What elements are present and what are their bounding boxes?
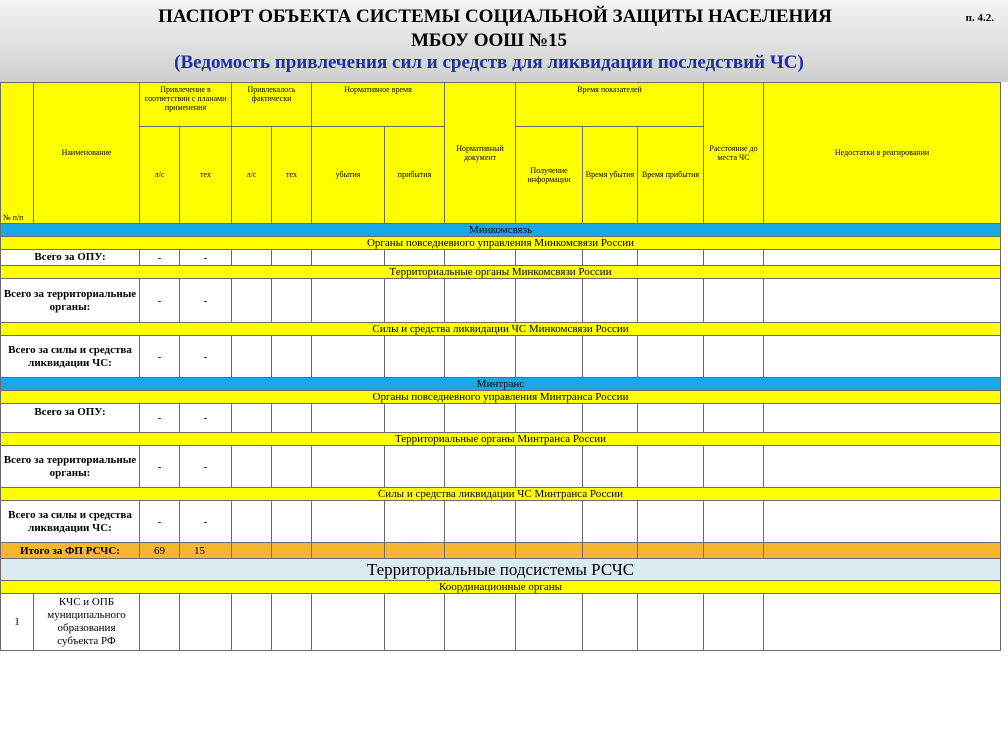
col-norm-doc-header: Нормативный документ <box>445 83 516 224</box>
cell-plan-ls: - <box>140 336 180 378</box>
col-indicator-time-header: Время показателей <box>516 83 704 127</box>
cell-plan-ls: - <box>140 501 180 543</box>
cell-empty <box>312 404 385 433</box>
col-departure-header: убытия <box>312 127 385 224</box>
col-plan-tech-header: тех <box>180 127 232 224</box>
cell-empty <box>232 446 272 488</box>
col-plan-ls-header: л/с <box>140 127 180 224</box>
col-actual-group-header: Привлекалось фактически <box>232 83 312 127</box>
cell-empty <box>704 543 764 559</box>
cell-empty <box>272 336 312 378</box>
cell-empty <box>445 279 516 323</box>
section-territorial: Территориальные подсистемы РСЧС <box>1 559 1001 581</box>
cell-empty <box>232 501 272 543</box>
row-total-forces-label: Всего за силы и средства ликвидации ЧС: <box>1 501 140 543</box>
cell-empty <box>516 501 583 543</box>
section-mincom-opu: Органы повседневного управления Минкомсвязи России <box>1 237 1001 250</box>
cell-empty <box>272 446 312 488</box>
cell-empty <box>312 501 385 543</box>
row-itogo-label: Итого за ФП РСЧС: <box>1 543 140 559</box>
cell-empty <box>272 404 312 433</box>
section-coord: Координационные органы <box>1 581 1001 594</box>
cell-empty <box>385 501 445 543</box>
cell-empty <box>232 404 272 433</box>
cell-empty <box>385 336 445 378</box>
row-total-forces-label: Всего за силы и средства ликвидации ЧС: <box>1 336 140 378</box>
cell-empty <box>232 336 272 378</box>
row-total-terr-label: Всего за территориальные органы: <box>1 446 140 488</box>
cell-empty <box>312 250 385 266</box>
cell-plan-tech: - <box>180 404 232 433</box>
cell-empty <box>704 336 764 378</box>
cell-empty <box>764 279 1001 323</box>
cell-empty <box>583 404 638 433</box>
cell-empty <box>385 250 445 266</box>
cell-plan-ls: - <box>140 404 180 433</box>
cell-empty <box>312 594 385 651</box>
cell-plan-tech: - <box>180 446 232 488</box>
col-norm-time-header: Нормативное время <box>312 83 445 127</box>
col-actual-ls-header: л/с <box>232 127 272 224</box>
resources-table <box>0 82 1001 651</box>
cell-plan-ls: - <box>140 250 180 266</box>
col-flaws-header: Недостатки в реагировании <box>764 83 1001 224</box>
cell-empty <box>638 446 704 488</box>
cell-empty <box>638 336 704 378</box>
cell-empty <box>312 446 385 488</box>
cell-plan-ls: - <box>140 279 180 323</box>
row-total-opu-label: Всего за ОПУ: <box>1 404 140 433</box>
cell-plan-tech: - <box>180 336 232 378</box>
cell-plan-tech: - <box>180 279 232 323</box>
page-reference: п. 4.2. <box>965 12 994 24</box>
cell-empty <box>516 404 583 433</box>
cell-empty <box>764 336 1001 378</box>
cell-empty <box>764 594 1001 651</box>
cell-empty <box>272 594 312 651</box>
cell-empty <box>638 279 704 323</box>
cell-empty <box>583 543 638 559</box>
cell-empty <box>312 543 385 559</box>
cell-plan-ls: - <box>140 446 180 488</box>
cell-empty <box>445 501 516 543</box>
cell-empty <box>312 279 385 323</box>
cell-empty <box>764 501 1001 543</box>
col-actual-tech-header: тех <box>272 127 312 224</box>
cell-empty <box>704 250 764 266</box>
itogo-tech-value: 15 <box>180 543 232 559</box>
section-mincom: Минкомсвязь <box>1 224 1001 237</box>
cell-empty <box>516 543 583 559</box>
cell-empty <box>385 594 445 651</box>
cell-empty <box>638 543 704 559</box>
cell-empty <box>180 594 232 651</box>
cell-plan-tech: - <box>180 501 232 543</box>
cell-empty <box>704 404 764 433</box>
col-distance-header: Расстояние до места ЧС <box>704 83 764 224</box>
cell-empty <box>638 250 704 266</box>
cell-empty <box>764 250 1001 266</box>
col-arrival-header: прибытия <box>385 127 445 224</box>
page-title: ПАСПОРТ ОБЪЕКТА СИСТЕМЫ СОЦИАЛЬНОЙ ЗАЩИТЫ НАСЕЛЕНИЯ <box>158 6 832 27</box>
section-mintrans: Минтранс <box>1 378 1001 391</box>
cell-empty <box>764 446 1001 488</box>
cell-empty <box>638 501 704 543</box>
cell-empty <box>445 594 516 651</box>
section-mintrans-opu: Органы повседневного управления Минтранса России <box>1 391 1001 404</box>
page-subtitle: МБОУ ООШ №15 <box>410 30 568 51</box>
cell-empty <box>583 279 638 323</box>
cell-empty <box>272 543 312 559</box>
col-info-receive-header: Получение информации <box>516 127 583 224</box>
cell-empty <box>516 594 583 651</box>
cell-empty <box>385 279 445 323</box>
cell-empty <box>583 501 638 543</box>
cell-empty <box>232 594 272 651</box>
cell-empty <box>583 336 638 378</box>
row-name: КЧС и ОПБ муниципального образования субъекта РФ <box>34 594 140 651</box>
section-mincom-terr: Территориальные органы Минкомсвязи России <box>1 266 1001 279</box>
cell-empty <box>445 404 516 433</box>
row-total-opu-label: Всего за ОПУ: <box>1 250 140 266</box>
section-mintrans-forces: Силы и средства ликвидации ЧС Минтранса России <box>1 488 1001 501</box>
itogo-ls-value: 69 <box>140 543 180 559</box>
cell-empty <box>272 279 312 323</box>
col-arrival-time-header: Время прибытия <box>638 127 704 224</box>
cell-empty <box>704 446 764 488</box>
cell-empty <box>764 404 1001 433</box>
cell-empty <box>272 250 312 266</box>
cell-empty <box>583 250 638 266</box>
cell-empty <box>445 543 516 559</box>
cell-empty <box>638 404 704 433</box>
cell-empty <box>516 250 583 266</box>
section-mintrans-terr: Территориальные органы Минтранса России <box>1 433 1001 446</box>
cell-empty <box>140 594 180 651</box>
cell-empty <box>232 250 272 266</box>
cell-empty <box>583 446 638 488</box>
cell-empty <box>704 501 764 543</box>
cell-empty <box>445 250 516 266</box>
cell-empty <box>516 336 583 378</box>
col-name-header: Наименование <box>34 83 140 224</box>
cell-empty <box>232 279 272 323</box>
section-mincom-forces: Силы и средства ликвидации ЧС Минкомсвязи России <box>1 323 1001 336</box>
cell-empty <box>704 279 764 323</box>
cell-empty <box>516 446 583 488</box>
cell-empty <box>638 594 704 651</box>
col-num-header: № п/п <box>1 83 34 224</box>
row-total-terr-label: Всего за территориальные органы: <box>1 279 140 323</box>
cell-empty <box>385 543 445 559</box>
cell-empty <box>385 404 445 433</box>
cell-empty <box>764 543 1001 559</box>
cell-empty <box>445 336 516 378</box>
cell-empty <box>385 446 445 488</box>
cell-plan-tech: - <box>180 250 232 266</box>
cell-empty <box>516 279 583 323</box>
col-plan-group-header: Привлечение в соответствии с планами применения <box>140 83 232 127</box>
col-depart-time-header: Время убытия <box>583 127 638 224</box>
cell-empty <box>704 594 764 651</box>
cell-empty <box>232 543 272 559</box>
cell-empty <box>272 501 312 543</box>
cell-empty <box>445 446 516 488</box>
cell-empty <box>312 336 385 378</box>
page-caption: (Ведомость привлечения сил и средств для ликвидации последствий ЧС) <box>174 52 804 73</box>
row-number: 1 <box>1 594 34 651</box>
cell-empty <box>583 594 638 651</box>
